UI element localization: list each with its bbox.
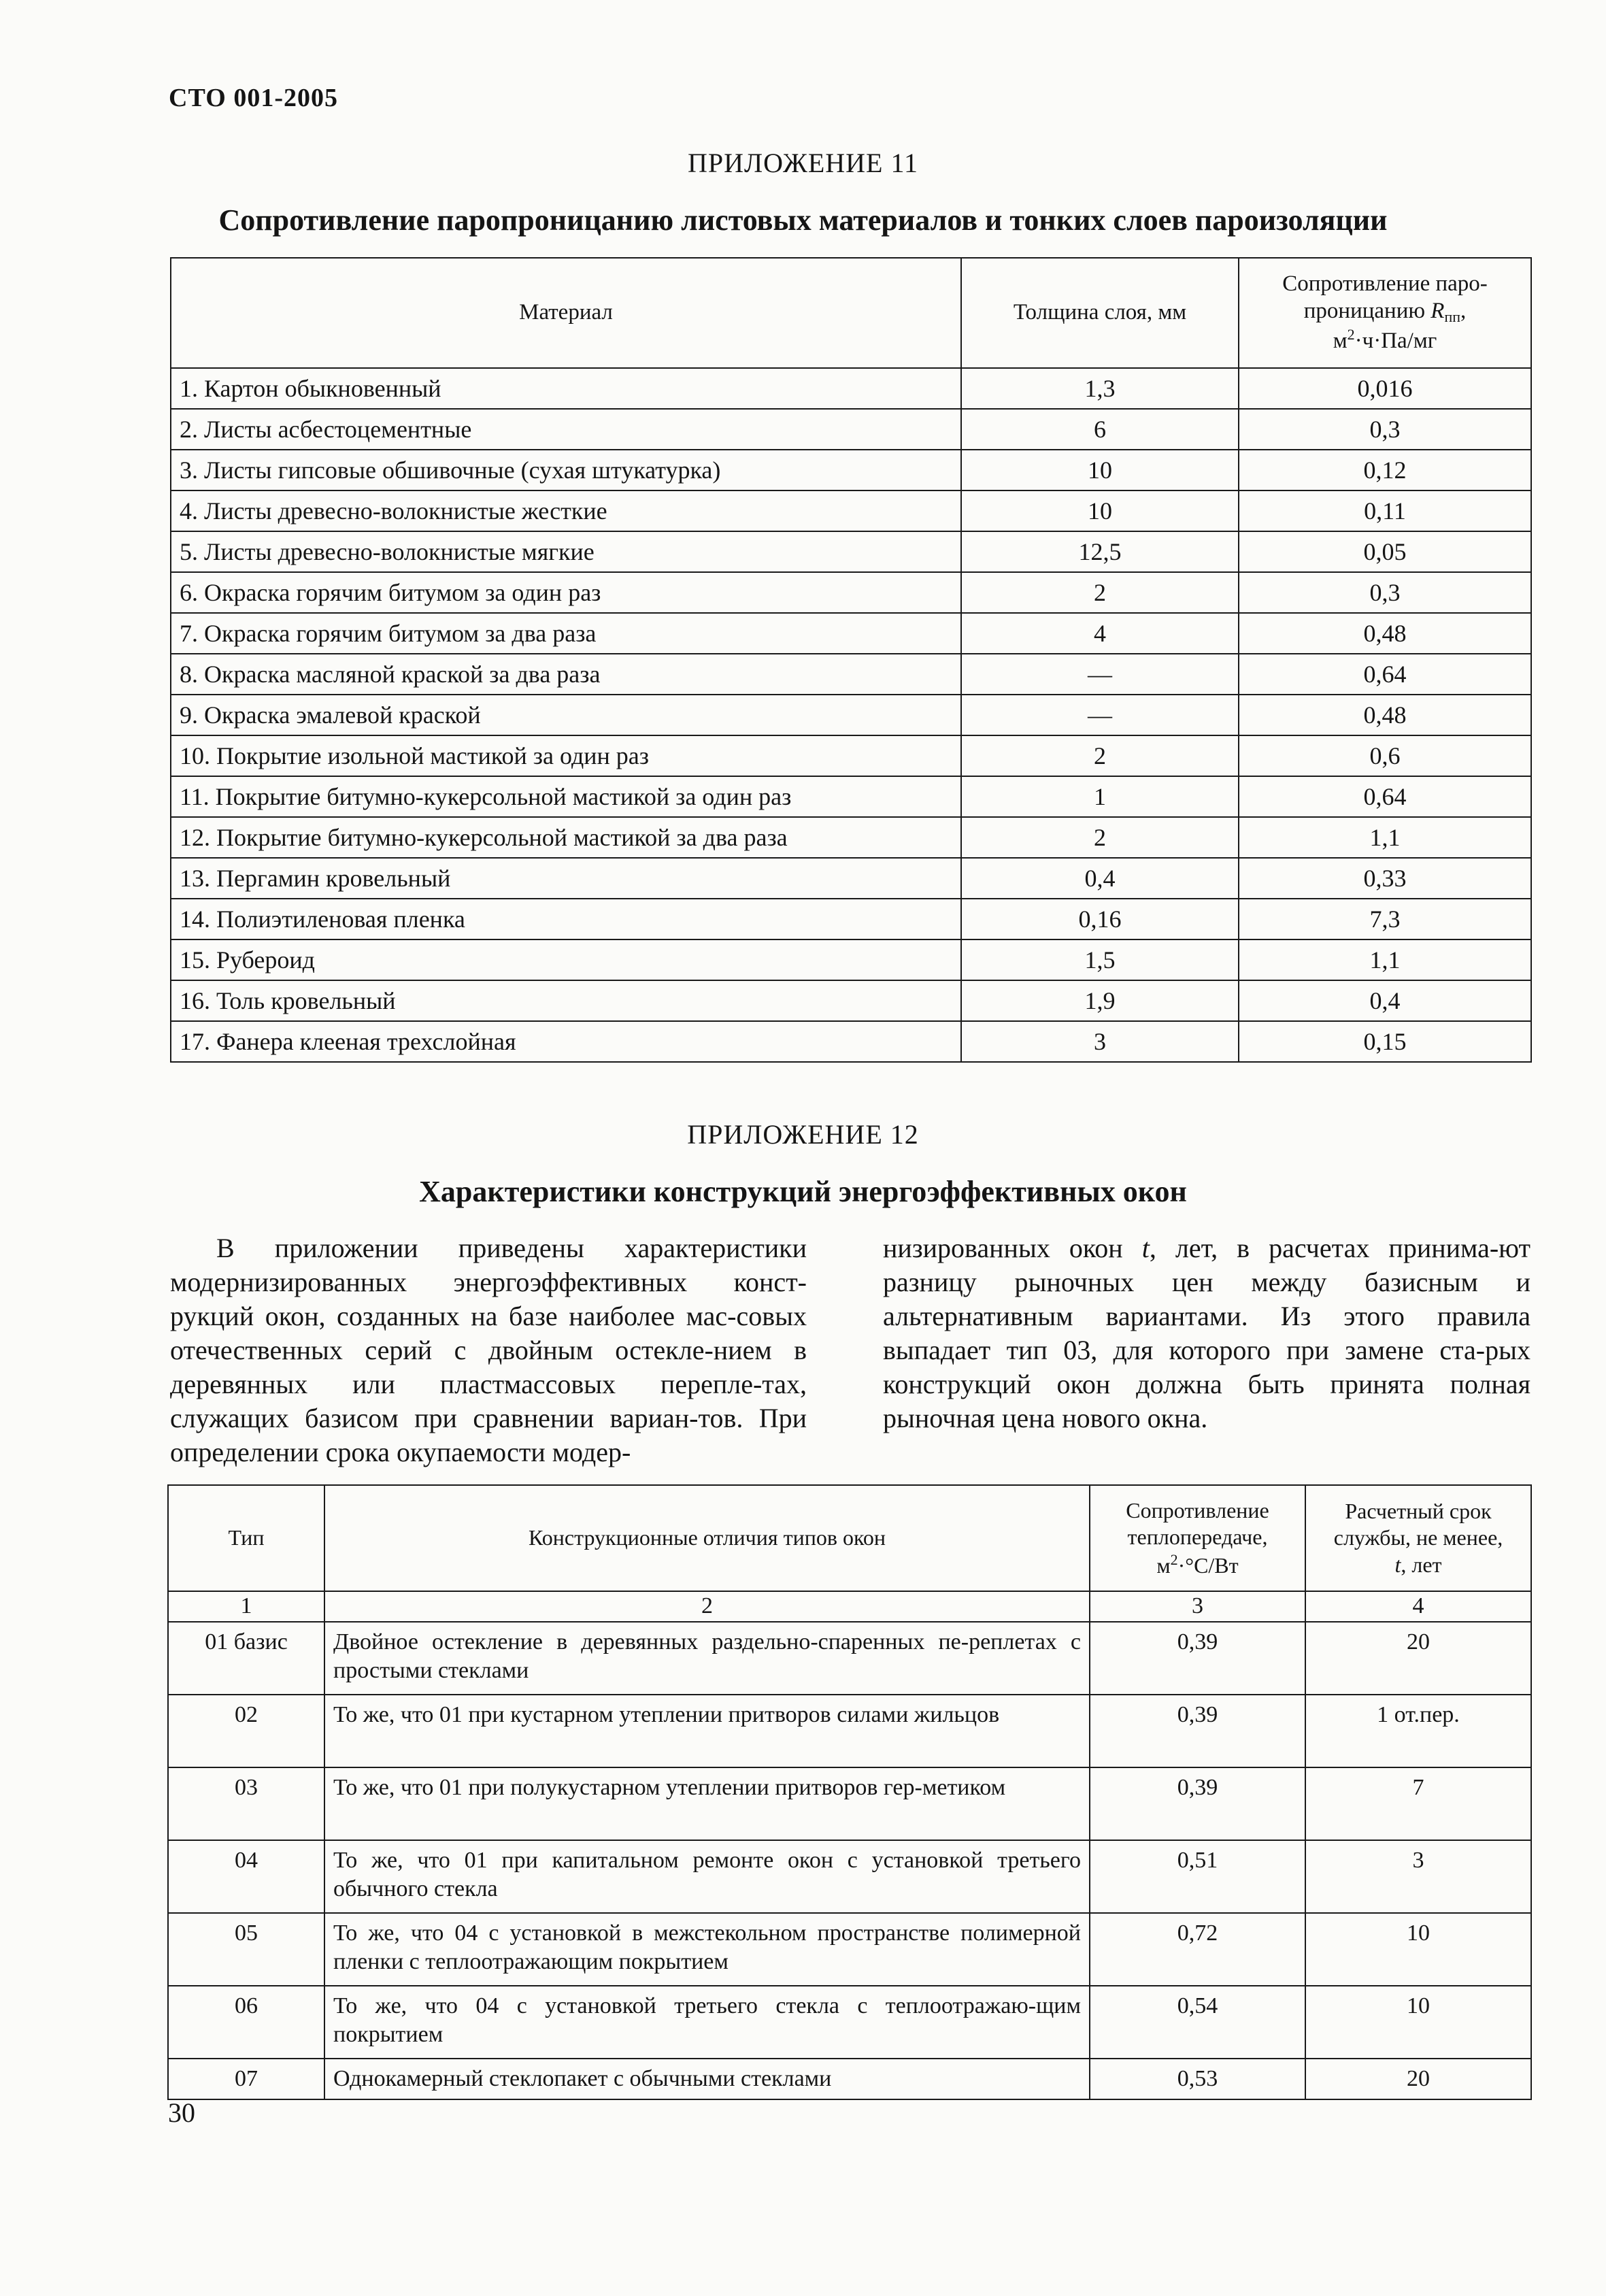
- cell-thickness: —: [961, 695, 1239, 735]
- cell-description: То же, что 04 с установкой третьего стекла с теплоотражаю-щим покрытием: [324, 1986, 1090, 2059]
- header-thickness: Толщина слоя, мм: [961, 258, 1239, 368]
- cell-description: То же, что 01 при кустарном утеплении притворов силами жильцов: [324, 1695, 1090, 1767]
- cell-material: 10. Покрытие изольной мастикой за один раз: [171, 735, 961, 776]
- header-vapor-resistance: Сопротивление паро- проницанию $R_{пп}$, $м^2\cdot ч\cdot Па/мг$: [1239, 258, 1531, 368]
- cell-description: То же, что 01 при капитальном ремонте окон с установкой третьего обычного стекла: [324, 1840, 1090, 1913]
- cell-resistance: 0,72: [1090, 1913, 1305, 1986]
- cell-description: То же, что 04 с установкой в межстекольном пространстве полимерной пленки с теплоотражающим покрытием: [324, 1913, 1090, 1986]
- cell-service-life: 7: [1305, 1767, 1531, 1840]
- cell-resistance: 0,11: [1239, 490, 1531, 531]
- table-header-row: [171, 258, 1531, 368]
- table-row: [171, 980, 1531, 1021]
- table-row: [171, 858, 1531, 899]
- cell-resistance: 0,54: [1090, 1986, 1305, 2059]
- cell-material: 9. Окраска эмалевой краской: [171, 695, 961, 735]
- cell-type: 05: [168, 1913, 324, 1986]
- header-differences: Конструкционные отличия типов окон: [324, 1485, 1090, 1591]
- cell-type: 07: [168, 2059, 324, 2099]
- cell-type: 04: [168, 1840, 324, 1913]
- vapor-resistance-table: [170, 257, 1532, 1063]
- column-number: 4: [1305, 1591, 1531, 1622]
- paragraph-right: низированных окон t, лет, в расчетах принима-ют разницу рыночных цен между базисным и альтернативным вариантами. Из этого правила выпадает тип 03, для которого при замене ста-рых конструкций окон должна быть принята полная рыночная цена нового окна.: [883, 1233, 1530, 1433]
- cell-resistance: 0,48: [1239, 613, 1531, 654]
- column-number: 1: [168, 1591, 324, 1622]
- vapor-resistance-table-body: [171, 368, 1531, 1062]
- table-row: [168, 1840, 1531, 1913]
- cell-thickness: 10: [961, 450, 1239, 490]
- table-row: [171, 695, 1531, 735]
- cell-resistance: 7,3: [1239, 899, 1531, 939]
- cell-thickness: 12,5: [961, 531, 1239, 572]
- cell-thickness: 1,3: [961, 368, 1239, 409]
- cell-thickness: 10: [961, 490, 1239, 531]
- appendix-11-title: Сопротивление паропроницанию листовых материалов и тонких слоев пароизоляции: [218, 203, 1388, 237]
- cell-material: 7. Окраска горячим битумом за два раза: [171, 613, 961, 654]
- table-row: [168, 1913, 1531, 1986]
- column-number: 3: [1090, 1591, 1305, 1622]
- window-types-table-body: [168, 1591, 1531, 2099]
- cell-service-life: 20: [1305, 1622, 1531, 1695]
- cell-thickness: 1: [961, 776, 1239, 817]
- cell-resistance: 0,39: [1090, 1622, 1305, 1695]
- appendix-12-heading: ПРИЛОЖЕНИЕ 12: [687, 1119, 919, 1150]
- cell-resistance: 0,3: [1239, 409, 1531, 450]
- cell-material: 17. Фанера клееная трехслойная: [171, 1021, 961, 1062]
- cell-description: То же, что 01 при полукустарном утеплении притворов гер-метиком: [324, 1767, 1090, 1840]
- cell-description: Двойное остекление в деревянных раздельно-спаренных пе-реплетах с простыми стеклами: [324, 1622, 1090, 1695]
- cell-resistance: 0,64: [1239, 776, 1531, 817]
- cell-material: 15. Рубероид: [171, 939, 961, 980]
- appendix-12-title: Характеристики конструкций энергоэффективных окон: [419, 1175, 1187, 1208]
- header-heat-resistance: Сопротивление теплопередаче, $м^2\cdot^\circ С/Вт$: [1090, 1485, 1305, 1591]
- cell-thickness: 2: [961, 817, 1239, 858]
- cell-resistance: 1,1: [1239, 939, 1531, 980]
- window-types-table: [167, 1484, 1532, 2100]
- cell-material: 1. Картон обыкновенный: [171, 368, 961, 409]
- cell-resistance: 0,33: [1239, 858, 1531, 899]
- table-row: [168, 1986, 1531, 2059]
- cell-thickness: —: [961, 654, 1239, 695]
- cell-material: 6. Окраска горячим битумом за один раз: [171, 572, 961, 613]
- cell-description: Однокамерный стеклопакет с обычными стеклами: [324, 2059, 1090, 2099]
- cell-thickness: 4: [961, 613, 1239, 654]
- table-row: [171, 654, 1531, 695]
- table-row: [171, 776, 1531, 817]
- cell-type: 01 базис: [168, 1622, 324, 1695]
- cell-service-life: 10: [1305, 1986, 1531, 2059]
- column-number-row: [168, 1591, 1531, 1622]
- table-row: [168, 2059, 1531, 2099]
- table-row: [171, 531, 1531, 572]
- cell-resistance: 0,016: [1239, 368, 1531, 409]
- cell-type: 02: [168, 1695, 324, 1767]
- cell-resistance: 0,15: [1239, 1021, 1531, 1062]
- cell-resistance: 0,39: [1090, 1695, 1305, 1767]
- cell-thickness: 6: [961, 409, 1239, 450]
- cell-resistance: 0,05: [1239, 531, 1531, 572]
- cell-material: 11. Покрытие битумно-кукерсольной мастикой за один раз: [171, 776, 961, 817]
- table-row: [171, 368, 1531, 409]
- table-row: [171, 735, 1531, 776]
- cell-material: 16. Толь кровельный: [171, 980, 961, 1021]
- table-row: [168, 1622, 1531, 1695]
- table-row: [171, 817, 1531, 858]
- cell-service-life: 1 от.пер.: [1305, 1695, 1531, 1767]
- cell-service-life: 3: [1305, 1840, 1531, 1913]
- cell-thickness: 2: [961, 735, 1239, 776]
- cell-resistance: 0,4: [1239, 980, 1531, 1021]
- table-row: [171, 450, 1531, 490]
- table-row: [171, 1021, 1531, 1062]
- cell-resistance: 0,12: [1239, 450, 1531, 490]
- table-row: [171, 490, 1531, 531]
- column-number: 2: [324, 1591, 1090, 1622]
- table-row: [171, 899, 1531, 939]
- header-service-life: Расчетный срок службы, не менее, t, лет: [1305, 1485, 1531, 1591]
- cell-material: 5. Листы древесно-волокнистые мягкие: [171, 531, 961, 572]
- cell-service-life: 10: [1305, 1913, 1531, 1986]
- cell-type: 03: [168, 1767, 324, 1840]
- cell-resistance: 0,48: [1239, 695, 1531, 735]
- cell-material: 4. Листы древесно-волокнистые жесткие: [171, 490, 961, 531]
- cell-material: 13. Пергамин кровельный: [171, 858, 961, 899]
- cell-service-life: 20: [1305, 2059, 1531, 2099]
- cell-resistance: 0,39: [1090, 1767, 1305, 1840]
- table-row: [171, 572, 1531, 613]
- appendix-11-heading: ПРИЛОЖЕНИЕ 11: [687, 148, 919, 178]
- cell-resistance: 0,6: [1239, 735, 1531, 776]
- paragraph-left: В приложении приведены характеристики модернизированных энергоэффективных конст-рукций окон, созданных на базе наиболее мас-совых отечественных серий с двойным остекле-нием в деревянных или пластмассовых перепле-тах, служащих базисом при сравнении вариан-тов. При определении срока окупаемости модер-: [170, 1233, 807, 1467]
- cell-resistance: 0,64: [1239, 654, 1531, 695]
- cell-resistance: 0,3: [1239, 572, 1531, 613]
- table-header-row: [168, 1485, 1531, 1591]
- document-code: СТО 001-2005: [169, 84, 338, 112]
- cell-material: 3. Листы гипсовые обшивочные (сухая штукатурка): [171, 450, 961, 490]
- table-row: [171, 409, 1531, 450]
- cell-resistance: 0,51: [1090, 1840, 1305, 1913]
- cell-material: 12. Покрытие битумно-кукерсольной мастикой за два раза: [171, 817, 961, 858]
- table-row: [171, 939, 1531, 980]
- table-row: [171, 613, 1531, 654]
- cell-material: 8. Окраска масляной краской за два раза: [171, 654, 961, 695]
- header-type: Тип: [168, 1485, 324, 1591]
- cell-material: 2. Листы асбестоцементные: [171, 409, 961, 450]
- cell-resistance: 0,53: [1090, 2059, 1305, 2099]
- header-material: Материал: [171, 258, 961, 368]
- table-row: [168, 1767, 1531, 1840]
- cell-material: 14. Полиэтиленовая пленка: [171, 899, 961, 939]
- cell-resistance: 1,1: [1239, 817, 1531, 858]
- cell-thickness: 0,4: [961, 858, 1239, 899]
- cell-thickness: 3: [961, 1021, 1239, 1062]
- cell-type: 06: [168, 1986, 324, 2059]
- cell-thickness: 1,9: [961, 980, 1239, 1021]
- cell-thickness: 0,16: [961, 899, 1239, 939]
- cell-thickness: 1,5: [961, 939, 1239, 980]
- table-row: [168, 1695, 1531, 1767]
- page-number: 30: [168, 2097, 195, 2128]
- cell-thickness: 2: [961, 572, 1239, 613]
